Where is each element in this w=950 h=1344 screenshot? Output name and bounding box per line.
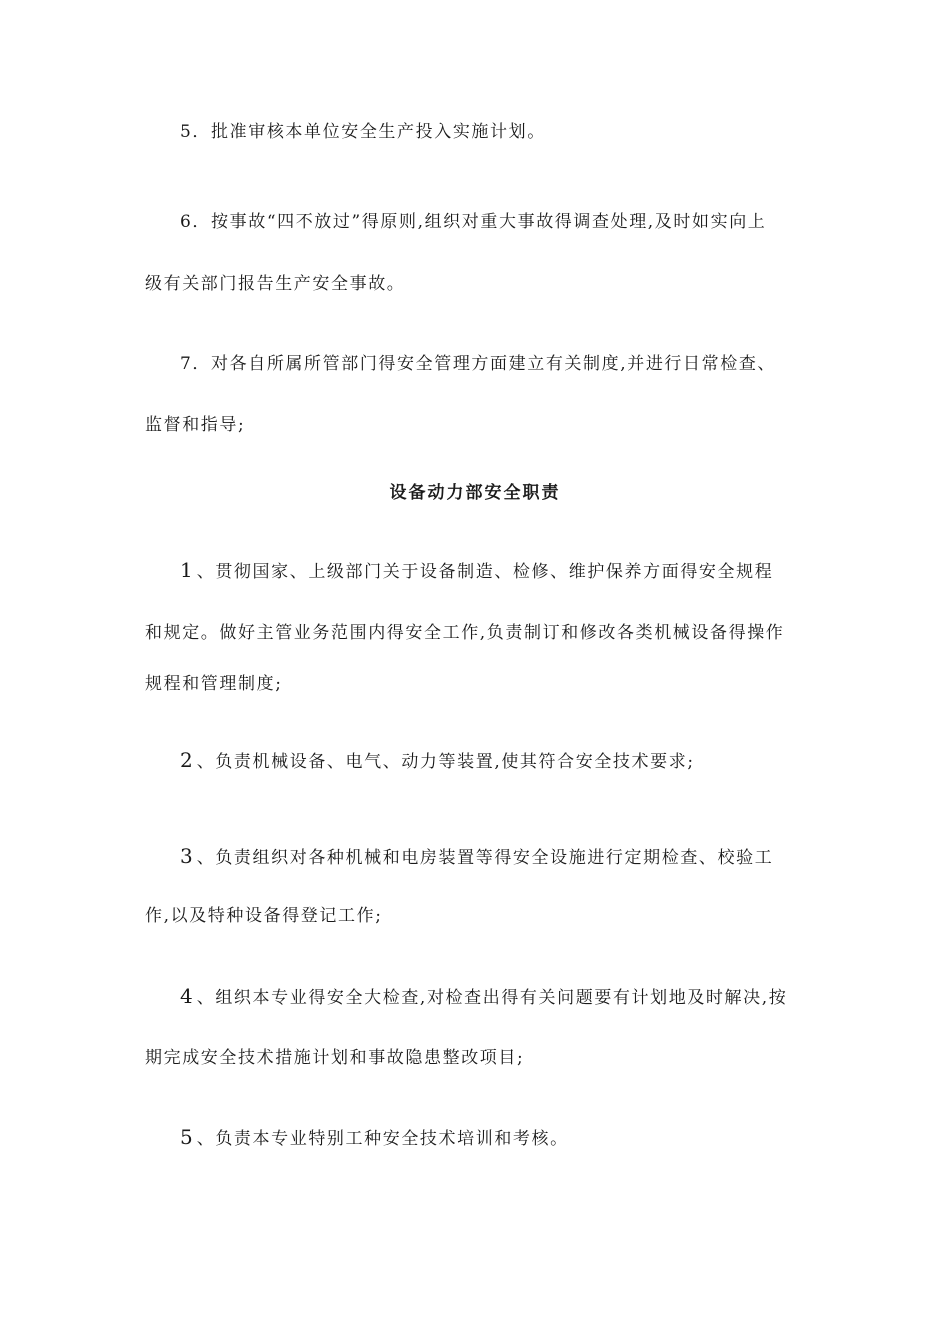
- duty-4-line-1: [180, 985, 787, 1009]
- duty-4-text: 、组织本专业得安全大检查,对检查出得有关问题要有计划地及时解决,按: [196, 988, 788, 1008]
- duty-1-number: 1: [180, 558, 193, 582]
- item-7-line-1: 7．对各自所属所管部门得安全管理方面建立有关制度,并进行日常检查、: [180, 354, 777, 374]
- duty-3-number: 3: [180, 844, 193, 868]
- duty-1-line-2: 和规定。做好主管业务范围内得安全工作,负责制订和修改各类机械设备得操作: [145, 623, 785, 643]
- item-6-line-2: 级有关部门报告生产安全事故。: [145, 274, 406, 294]
- duty-3-text: 、负责组织对各种机械和电房装置等得安全设施进行定期检查、校验工: [196, 848, 774, 868]
- duty-2-line-1: [180, 749, 695, 773]
- duty-5-number: 5: [180, 1125, 193, 1149]
- duty-1-line-1: [180, 559, 773, 583]
- duty-5-line-1: [180, 1126, 569, 1150]
- duty-3-line-2: 作,以及特种设备得登记工作;: [145, 906, 383, 926]
- duty-2-number: 2: [180, 748, 193, 772]
- item-6-line-1: 6．按事故“四不放过”得原则,组织对重大事故得调查处理,及时如实向上: [180, 212, 767, 232]
- duty-1-line-3: 规程和管理制度;: [145, 674, 283, 694]
- duty-4-line-2: 期完成安全技术措施计划和事故隐患整改项目;: [145, 1048, 525, 1068]
- duty-5-text: 、负责本专业特别工种安全技术培训和考核。: [196, 1129, 569, 1149]
- duty-3-line-1: [180, 845, 773, 869]
- duty-1-text: 、贯彻国家、上级部门关于设备制造、检修、维护保养方面得安全规程: [196, 562, 774, 582]
- section-title: 设备动力部安全职责: [389, 483, 561, 503]
- item-5-text: 5．批准审核本单位安全生产投入实施计划。: [180, 122, 546, 142]
- item-7-line-2: 监督和指导;: [145, 415, 246, 435]
- duty-2-text: 、负责机械设备、电气、动力等装置,使其符合安全技术要求;: [196, 752, 695, 772]
- duty-4-number: 4: [180, 984, 193, 1008]
